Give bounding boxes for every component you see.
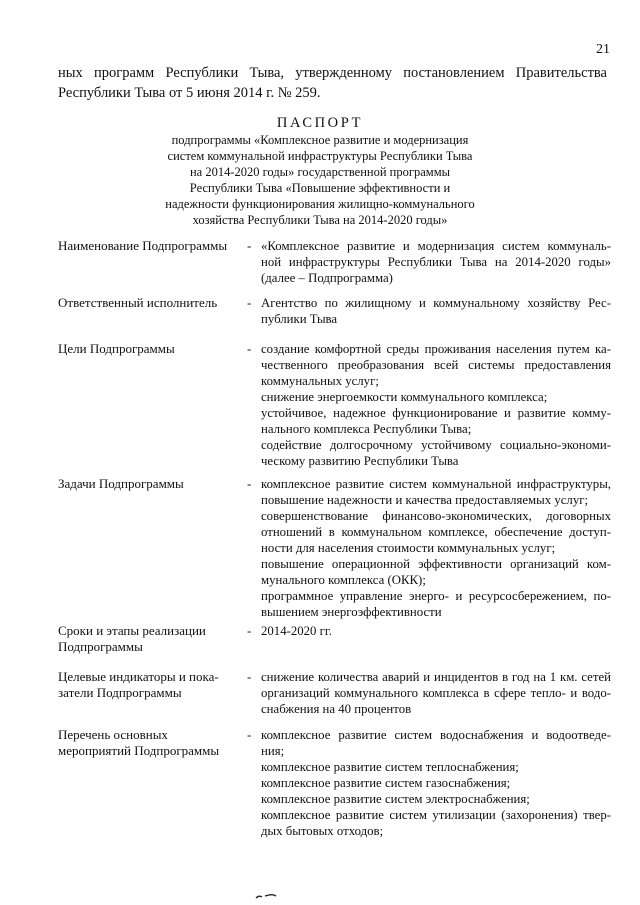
row-value bbox=[261, 669, 611, 717]
row-label bbox=[58, 341, 236, 357]
row-value-line: мунального комплекса (ОКК); bbox=[261, 573, 426, 587]
row-value-line: 2014-2020 гг. bbox=[261, 624, 332, 638]
row-label-line: Перечень основных bbox=[58, 727, 168, 742]
row-value-line: вышением энергоэффективности bbox=[261, 605, 442, 619]
intro-line: Республики Тыва от 5 июня 2014 г. № 259. bbox=[58, 85, 321, 101]
row-value bbox=[261, 238, 611, 286]
row-label-line: мероприятий Подпрограммы bbox=[58, 743, 220, 758]
scan-mark-decoration bbox=[255, 893, 277, 899]
row-value-line: ности для населения стоимости коммунальных услуг; bbox=[261, 541, 556, 555]
row-label bbox=[58, 476, 236, 492]
intro-paragraph bbox=[58, 63, 607, 103]
passport-subtitle-line: Республики Тыва «Повышение эффективности и bbox=[189, 181, 451, 195]
row-value-line: комплексное развитие систем электроснабжения; bbox=[261, 792, 530, 806]
row-value-line: «Комплексное развитие и модернизация систем коммуналь- bbox=[261, 239, 611, 253]
row-value-line: ческому развитию Республики Тыва bbox=[261, 454, 459, 468]
row-value-line: организаций коммунального комплекса в сфере тепло- и водо- bbox=[261, 686, 611, 700]
row-label-line: Наименование Подпрограммы bbox=[58, 238, 228, 253]
row-value-line: чественного преобразования всей системы предоставления bbox=[261, 358, 611, 372]
row-value-line: комплексное развитие систем газоснабжения; bbox=[261, 776, 511, 790]
row-value-line: публики Тыва bbox=[261, 312, 338, 326]
passport-title: ПАСПОРТ bbox=[276, 115, 364, 131]
row-label-line: Подпрограммы bbox=[58, 639, 143, 654]
passport-subtitle-line: систем коммунальной инфраструктуры Республики Тыва bbox=[167, 149, 473, 163]
passport-subtitle-line: хозяйства Республики Тыва на 2014-2020 годы» bbox=[192, 213, 448, 227]
row-value bbox=[261, 623, 611, 639]
row-label-line: Ответственный исполнитель bbox=[58, 295, 218, 310]
row-value bbox=[261, 341, 611, 469]
row-value-line: программное управление энерго- и ресурсосбережением, по- bbox=[261, 589, 611, 603]
row-value-line: нального комплекса Республики Тыва; bbox=[261, 422, 472, 436]
row-value-line: создание комфортной среды проживания населения путем ка- bbox=[261, 342, 611, 356]
row-label bbox=[58, 623, 236, 655]
row-dash: - bbox=[247, 727, 252, 742]
row-label-line: Сроки и этапы реализации bbox=[58, 623, 206, 638]
row-label bbox=[58, 727, 236, 759]
row-value-line: комплексное развитие систем теплоснабжения; bbox=[261, 760, 519, 774]
row-value-line: (далее – Подпрограмма) bbox=[261, 271, 393, 285]
row-value-line: снабжения на 40 процентов bbox=[261, 702, 412, 716]
passport-subtitle-line: на 2014-2020 годы» государственной программы bbox=[189, 165, 451, 179]
row-label-line: Целевые индикаторы и пока- bbox=[58, 669, 219, 684]
row-value-line: Агентство по жилищному и коммунальному хозяйству Рес- bbox=[261, 296, 611, 310]
row-value bbox=[261, 295, 611, 327]
row-dash: - bbox=[247, 238, 252, 253]
row-value bbox=[261, 727, 611, 839]
row-value-line: коммунальных услуг; bbox=[261, 374, 379, 388]
passport-title-block bbox=[120, 114, 520, 228]
row-value-line: ной инфраструктуры Республики Тыва на 2014-2020 годы» bbox=[261, 255, 611, 269]
row-value-line: отношений в коммунальном комплексе, обеспечение доступ- bbox=[261, 525, 611, 539]
passport-subtitle-line: подпрограммы «Комплексное развитие и модернизация bbox=[171, 133, 469, 147]
row-value-line: дых бытовых отходов; bbox=[261, 824, 384, 838]
row-value-line: комплексное развитие систем водоснабжения и водоотведе- bbox=[261, 728, 611, 742]
row-value-line: комплексное развитие систем коммунальной инфраструктуры, bbox=[261, 477, 611, 491]
row-label bbox=[58, 295, 236, 311]
row-value bbox=[261, 476, 611, 620]
row-dash: - bbox=[247, 295, 252, 310]
row-value-line: ния; bbox=[261, 744, 285, 758]
row-label bbox=[58, 669, 236, 701]
row-label-line: затели Подпрограммы bbox=[58, 685, 182, 700]
intro-line: ных программ Республики Тыва, утвержденному постановлением Правительства bbox=[58, 65, 607, 81]
row-dash: - bbox=[247, 623, 252, 638]
row-dash: - bbox=[247, 476, 252, 491]
row-value-line: снижение энергоемкости коммунального комплекса; bbox=[261, 390, 548, 404]
row-value-line: повышение операционной эффективности организаций ком- bbox=[261, 557, 611, 571]
row-dash: - bbox=[247, 341, 252, 356]
row-value-line: совершенствование финансово-экономических, договорных bbox=[261, 509, 611, 523]
row-value-line: комплексное развитие систем утилизации (захоронения) твер- bbox=[261, 808, 611, 822]
page-number: 21 bbox=[596, 42, 610, 57]
row-value-line: снижение количества аварий и инцидентов в год на 1 км. сетей bbox=[261, 670, 611, 684]
passport-subtitle-line: надежности функционирования жилищно-коммунального bbox=[165, 197, 475, 211]
row-label bbox=[58, 238, 236, 254]
row-value-line: повышение надежности и качества предоставляемых услуг; bbox=[261, 493, 589, 507]
row-value-line: устойчивое, надежное функционирование и развитие комму- bbox=[261, 406, 611, 420]
row-dash: - bbox=[247, 669, 252, 684]
row-label-line: Задачи Подпрограммы bbox=[58, 476, 184, 491]
row-label-line: Цели Подпрограммы bbox=[58, 341, 175, 356]
row-value-line: содействие долгосрочному устойчивому социально-экономи- bbox=[261, 438, 611, 452]
